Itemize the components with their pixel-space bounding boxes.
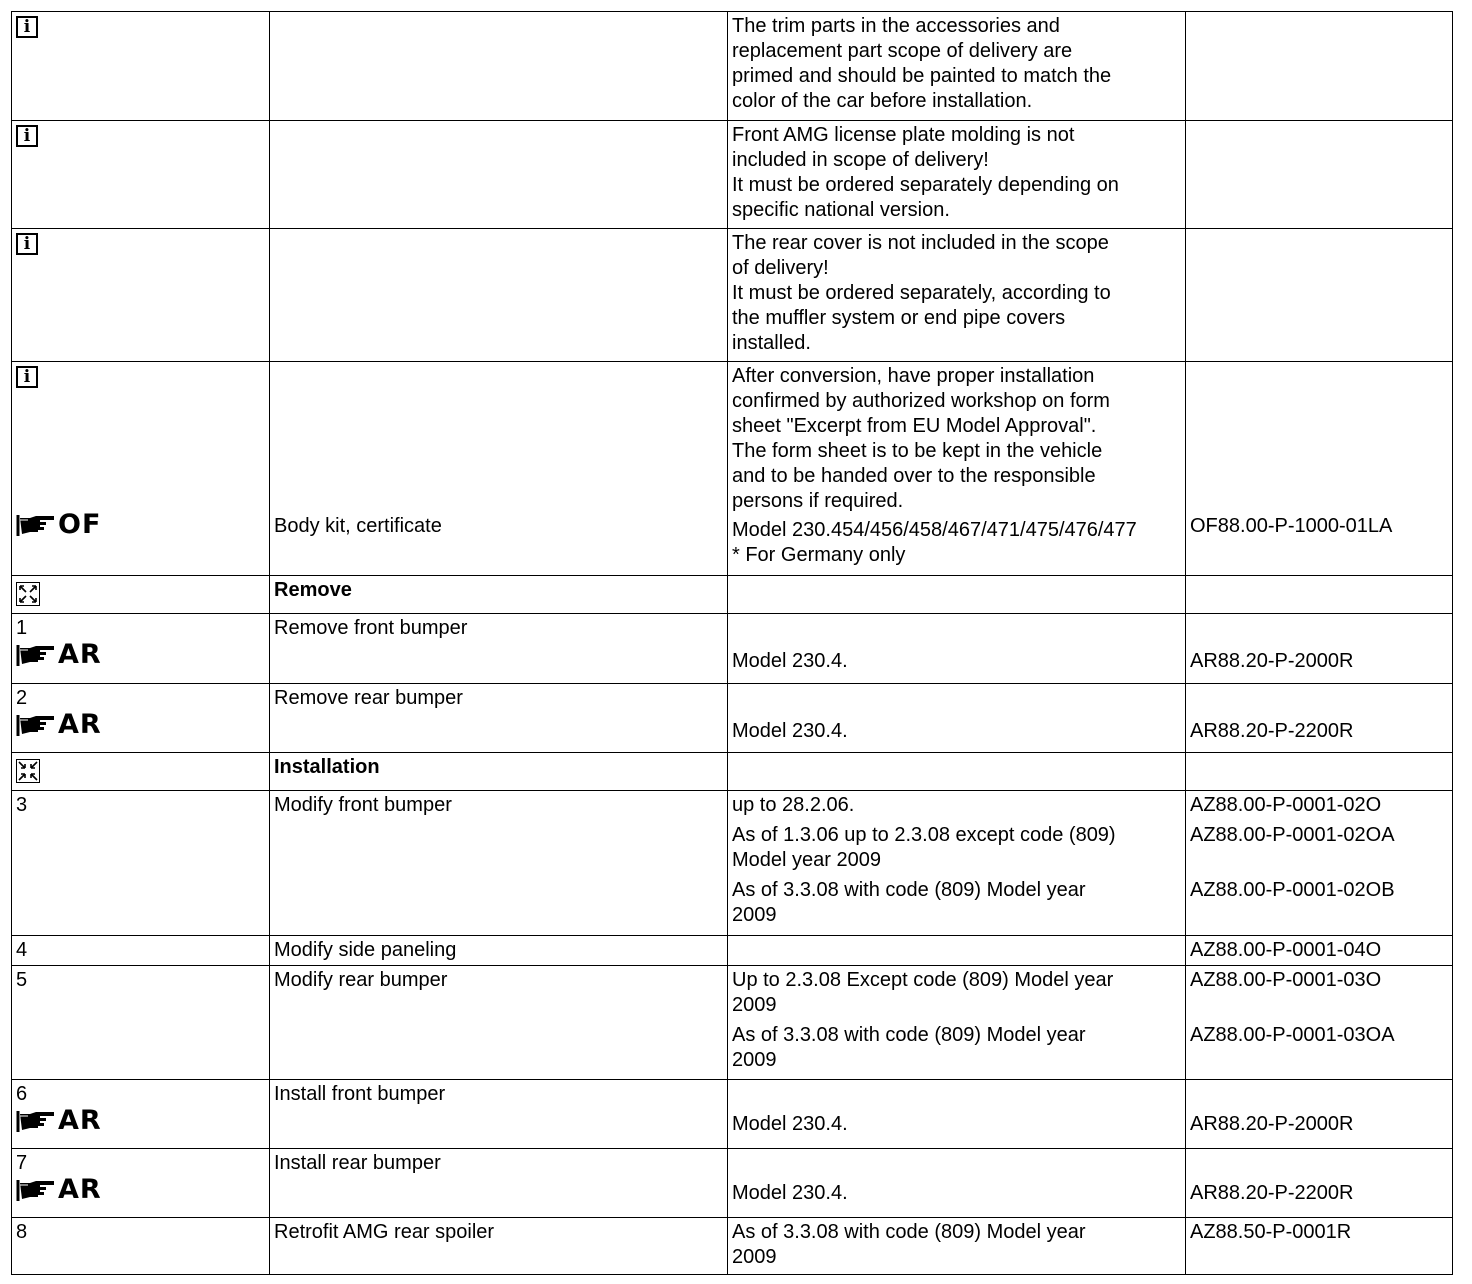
table-row [12, 614, 1453, 684]
step-number: 1 [16, 617, 28, 639]
doc-cell [1186, 936, 1453, 966]
info-icon: i [16, 16, 38, 38]
doc-link[interactable]: AZ88.00-P-0001-03OA [1190, 1024, 1395, 1046]
title-cell [270, 1218, 728, 1275]
section-title-cell [270, 576, 728, 614]
doc-link[interactable]: AR88.20-P-2200R [1190, 720, 1354, 742]
step-title: Body kit, certificate [274, 515, 442, 537]
doc-cell [1186, 362, 1453, 576]
step-number: 4 [16, 939, 28, 961]
reference-ar [16, 711, 102, 739]
doc-link[interactable]: OF88.00-P-1000-01LA [1190, 515, 1393, 537]
step-number: 6 [16, 1083, 28, 1105]
model-text: Model 230.4. [732, 1113, 848, 1135]
info-icon: i [16, 233, 38, 255]
title-cell [270, 229, 728, 362]
note-cell [728, 229, 1186, 362]
title-cell [270, 614, 728, 684]
table-row [12, 684, 1453, 753]
note-cell [728, 121, 1186, 229]
condition-text: As of 3.3.08 with code (809) Model year 2009 [732, 1221, 1086, 1268]
doc-cell [1186, 966, 1453, 1080]
model-text: Model 230.4. [732, 650, 848, 672]
condition-cell [728, 791, 1186, 936]
table-row [12, 791, 1453, 936]
installation-steps-icon [16, 759, 40, 783]
doc-link[interactable]: AZ88.00-P-0001-04O [1190, 939, 1382, 961]
remove-steps-icon [16, 582, 40, 606]
step-cell [12, 966, 270, 1080]
condition-text: up to 28.2.06. [732, 794, 855, 816]
title-cell [270, 362, 728, 576]
pointing-hand-icon [16, 1108, 56, 1134]
step-cell [12, 684, 270, 753]
title-cell [270, 684, 728, 753]
title-cell [270, 12, 728, 121]
condition-cell [728, 966, 1186, 1080]
step-number: 2 [16, 687, 28, 709]
reference-ar [16, 1176, 102, 1204]
step-cell [12, 1149, 270, 1218]
table-row [12, 121, 1453, 229]
reference-ar [16, 641, 102, 669]
title-cell [270, 121, 728, 229]
doc-cell [1186, 614, 1453, 684]
step-number: 3 [16, 794, 28, 816]
pointing-hand-icon [16, 1177, 56, 1203]
table-row [12, 966, 1453, 1080]
reference-label: AR [58, 639, 102, 670]
model-cell [728, 684, 1186, 753]
table-row [12, 1218, 1453, 1275]
condition-text: Up to 2.3.08 Except code (809) Model year 2009 [732, 969, 1114, 1016]
doc-cell [1186, 229, 1453, 362]
title-cell [270, 1149, 728, 1218]
table-row [12, 1149, 1453, 1218]
model-text: Model 230.454/456/458/467/471/475/476/477 * For Germany only [732, 519, 1137, 566]
note-text: The rear cover is not included in the scope of delivery! It must be ordered separately, according to the muffler system or end pipe covers installed. [732, 232, 1111, 354]
table-row [12, 12, 1453, 121]
info-icon: i [16, 366, 38, 388]
step-cell [12, 936, 270, 966]
model-text: Model 230.4. [732, 1182, 848, 1204]
step-title: Install front bumper [274, 1083, 446, 1105]
model-cell [728, 1149, 1186, 1218]
doc-cell [1186, 12, 1453, 121]
doc-cell [1186, 1218, 1453, 1275]
condition-text: As of 3.3.08 with code (809) Model year 2009 [732, 879, 1086, 926]
doc-link[interactable]: AR88.20-P-2200R [1190, 1182, 1354, 1204]
doc-link[interactable]: AZ88.00-P-0001-02O [1190, 794, 1382, 816]
step-title: Install rear bumper [274, 1152, 441, 1174]
table-row [12, 936, 1453, 966]
model-cell [728, 1080, 1186, 1149]
note-text: The trim parts in the accessories and replacement part scope of delivery are primed and should be painted to match the color of the car before installation. [732, 15, 1112, 112]
pointing-hand-icon [16, 712, 56, 738]
empty-cell [1186, 576, 1453, 614]
reference-label: AR [58, 1105, 102, 1136]
section-row [12, 753, 1453, 791]
doc-cell [1186, 791, 1453, 936]
doc-cell [1186, 1149, 1453, 1218]
section-row [12, 576, 1453, 614]
model-cell [728, 614, 1186, 684]
note-text: Front AMG license plate molding is not included in scope of delivery! It must be ordered separately depending on specific national version. [732, 124, 1119, 221]
icon-cell [12, 121, 270, 229]
section-title-cell [270, 753, 728, 791]
section-title: Remove [274, 579, 352, 601]
step-title: Remove rear bumper [274, 687, 463, 709]
step-title: Modify front bumper [274, 794, 452, 816]
note-cell [728, 362, 1186, 576]
step-title: Remove front bumper [274, 617, 468, 639]
icon-cell [12, 753, 270, 791]
condition-cell [728, 936, 1186, 966]
table-row [12, 229, 1453, 362]
reference-of [16, 511, 101, 539]
note-text: After conversion, have proper installation confirmed by authorized workshop on form sheet "Excerpt from EU Model Approval". The form sheet is to be kept in the vehicle and to be handed over to the responsible persons if required. [732, 365, 1110, 512]
step-title: Modify rear bumper [274, 969, 448, 991]
table-row [12, 362, 1453, 576]
model-text: Model 230.4. [732, 720, 848, 742]
doc-cell [1186, 684, 1453, 753]
condition-text: As of 1.3.06 up to 2.3.08 except code (809) Model year 2009 [732, 824, 1116, 871]
info-icon: i [16, 125, 38, 147]
reference-label: OF [58, 509, 102, 540]
doc-cell [1186, 121, 1453, 229]
doc-link[interactable]: AZ88.50-P-0001R [1190, 1221, 1352, 1243]
reference-label: AR [58, 1174, 102, 1205]
doc-link[interactable]: AZ88.00-P-0001-02OA [1190, 824, 1395, 846]
empty-cell [728, 576, 1186, 614]
doc-link[interactable]: AZ88.00-P-0001-02OB [1190, 879, 1395, 901]
empty-cell [728, 753, 1186, 791]
doc-cell [1186, 1080, 1453, 1149]
step-number: 8 [16, 1221, 28, 1243]
step-cell [12, 614, 270, 684]
reference-label: AR [58, 709, 102, 740]
pointing-hand-icon [16, 642, 56, 668]
condition-text: As of 3.3.08 with code (809) Model year 2009 [732, 1024, 1086, 1071]
icon-cell [12, 229, 270, 362]
table-row [12, 1080, 1453, 1149]
title-cell [270, 966, 728, 1080]
icon-cell [12, 362, 270, 576]
title-cell [270, 1080, 728, 1149]
title-cell [270, 791, 728, 936]
section-title: Installation [274, 756, 380, 778]
step-title: Modify side paneling [274, 939, 457, 961]
icon-cell [12, 12, 270, 121]
pointing-hand-icon [16, 512, 56, 538]
step-cell [12, 791, 270, 936]
title-cell [270, 936, 728, 966]
step-title: Retrofit AMG rear spoiler [274, 1221, 495, 1243]
doc-link[interactable]: AZ88.00-P-0001-03O [1190, 969, 1382, 991]
doc-link[interactable]: AR88.20-P-2000R [1190, 1113, 1354, 1135]
icon-cell [12, 576, 270, 614]
step-cell [12, 1218, 270, 1275]
step-cell [12, 1080, 270, 1149]
step-number: 7 [16, 1152, 28, 1174]
reference-ar [16, 1107, 102, 1135]
doc-link[interactable]: AR88.20-P-2000R [1190, 650, 1354, 672]
note-cell [728, 12, 1186, 121]
empty-cell [1186, 753, 1453, 791]
step-number: 5 [16, 969, 28, 991]
procedure-table [11, 11, 1453, 1275]
condition-cell [728, 1218, 1186, 1275]
